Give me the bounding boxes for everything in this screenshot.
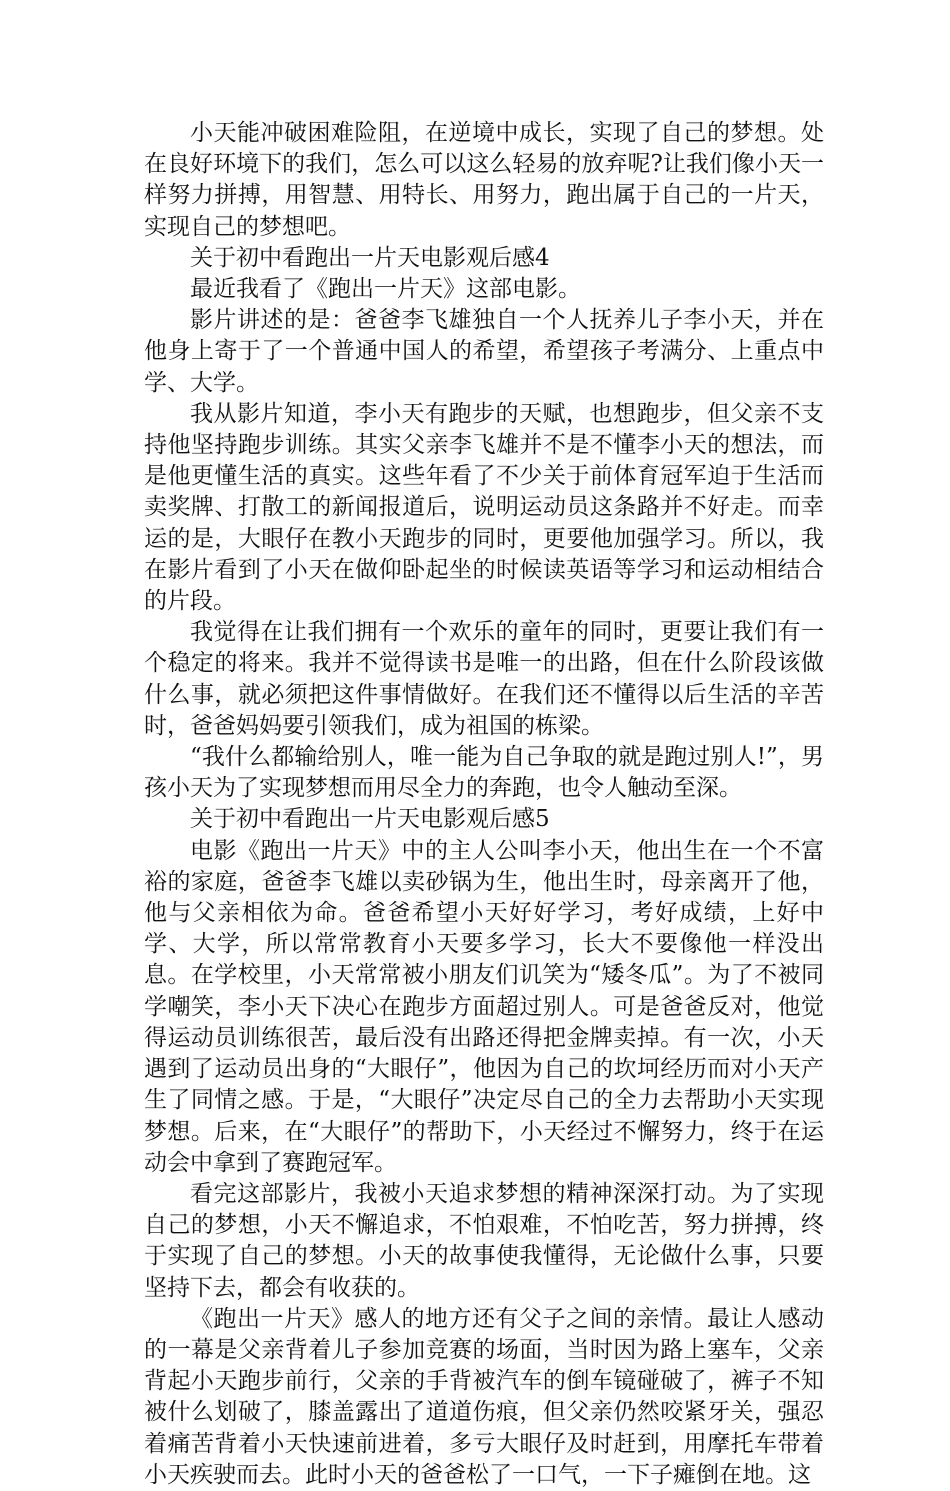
paragraph-story: 电影《跑出一片天》中的主人公叫李小天，他出生在一个不富裕的家庭，爸爸李飞雄以卖砂锅为生，他出生时，母亲离开了他，他与父亲相依为命。爸爸希望小天好好学习，考好成绩，上好中学、大学，所以常常教育小天要多学习，长大不要像他一样没出息。在学校里，小天常常被小朋友们讥笑为“矮冬瓜”。为了不被同学嘲笑，李小天下决心在跑步方面超过别人。可是爸爸反对，他觉得运动员训练很苦，最后没有出路还得把金牌卖掉。有一次，小天遇到了运动员出身的“大眼仔”，他因为自己的坎坷经历而对小天产生了同情之感。于是，“大眼仔”决定尽自己的全力去帮助小天实现梦想。后来，在“大眼仔”的帮助下，小天经过不懈努力，终于在运动会中拿到了赛跑冠军。	[144, 837, 824, 1176]
paragraph-conclusion: 小天能冲破困难险阻，在逆境中成长，实现了自己的梦想。处在良好环境下的我们，怎么可以这么轻易的放弃呢?让我们像小天一样努力拼搏，用智慧、用特长、用努力，跑出属于自己的一片天，实现自己的梦想吧。	[144, 120, 824, 240]
paragraph-plot: 影片讲述的是：爸爸李飞雄独自一个人抚养儿子李小天，并在他身上寄于了一个普通中国人的希望，希望孩子考满分、上重点中学、大学。	[144, 307, 824, 396]
paragraph-quote: “我什么都输给别人，唯一能为自己争取的就是跑过别人!”，男孩小天为了实现梦想而用尽全力的奔跑，也令人触动至深。	[144, 744, 824, 802]
heading-review-4: 关于初中看跑出一片天电影观后感4	[190, 244, 550, 271]
paragraph-future: 我觉得在让我们拥有一个欢乐的童年的同时，更要让我们有一个稳定的将来。我并不觉得读书是唯一的出路，但在什么阶段该做什么事，就必须把这件事情做好。在我们还不懂得以后生活的辛苦时，爸爸妈妈要引领我们，成为祖国的栋梁。	[144, 619, 824, 739]
paragraph-talent: 我从影片知道，李小天有跑步的天赋，也想跑步，但父亲不支持他坚持跑步训练。其实父亲李飞雄并不是不懂李小天的想法，而是他更懂生活的真实。这些年看了不少关于前体育冠军迫于生活而卖奖牌、打散工的新闻报道后，说明运动员这条路并不好走。而幸运的是，大眼仔在教小天跑步的同时，更要他加强学习。所以，我在影片看到了小天在做仰卧起坐的时候读英语等学习和运动相结合的片段。	[144, 400, 824, 615]
paragraph-inspiration: 看完这部影片，我被小天追求梦想的精神深深打动。为了实现自己的梦想，小天不懈追求，不怕艰难，不怕吃苦，努力拼搏，终于实现了自己的梦想。小天的故事使我懂得，无论做什么事，只要坚持下去，都会有收获的。	[144, 1180, 824, 1301]
paragraph-intro: 最近我看了《跑出一片天》这部电影。	[190, 276, 581, 303]
heading-review-5: 关于初中看跑出一片天电影观后感5	[190, 806, 550, 833]
document-page	[144, 118, 824, 1491]
paragraph-family: 《跑出一片天》感人的地方还有父子之间的亲情。最让人感动的一幕是父亲背着儿子参加竞赛的场面，当时因为路上塞车，父亲背起小天跑步前行，父亲的手背被汽车的倒车镜碰破了，裤子不知被什么划破了，膝盖露出了道道伤痕，但父亲仍然咬紧牙关，强忍着痛苦背着小天快速前进着，多亏大眼仔及时赶到，用摩托车带着小天疾驶而去。此时小天的爸爸松了一口气，一下子瘫倒在地。这	[144, 1305, 824, 1488]
